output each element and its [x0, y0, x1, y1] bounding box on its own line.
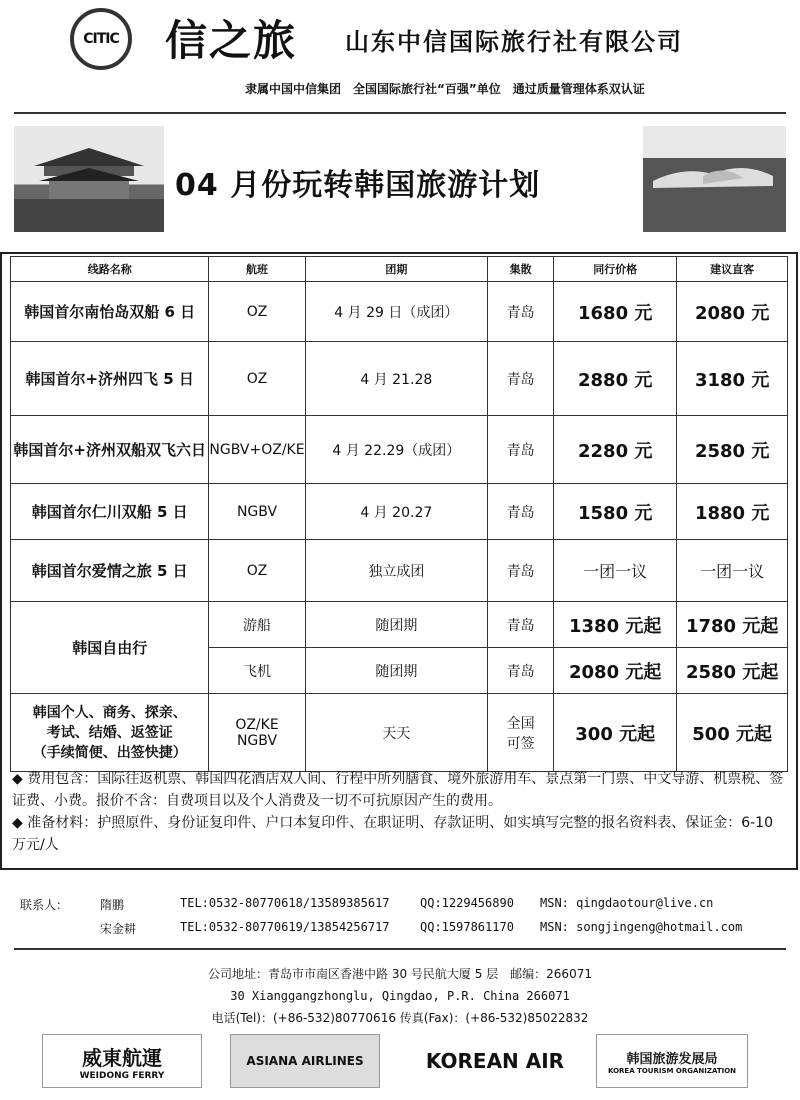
hub: 青岛 [488, 648, 554, 694]
palace-photo [14, 126, 164, 232]
korean-air-logo: KOREAN AIR [425, 1049, 565, 1073]
flight: OZ [209, 342, 305, 416]
retail-price: 3180 元 [677, 342, 788, 416]
route-name: 韩国首尔南怡岛双船 6 日 [11, 282, 209, 342]
asiana-logo: ASIANA AIRLINES [230, 1034, 380, 1088]
dates: 随团期 [305, 648, 488, 694]
flight [209, 694, 305, 772]
retail-price: 2080 元 [677, 282, 788, 342]
table-header-row [11, 257, 788, 282]
hub: 青岛 [488, 282, 554, 342]
hub: 青岛 [488, 602, 554, 648]
fee-notes [12, 768, 790, 856]
table-row [11, 342, 788, 416]
visa-line: （手续简便、出签快捷） [32, 744, 187, 761]
korea-tourism-logo [596, 1034, 748, 1088]
peer-price: 2080 元起 [554, 648, 677, 694]
route-name [11, 694, 209, 772]
contact-tel: TEL:0532-80770618/13589385617 [180, 896, 390, 910]
retail-price: 500 元起 [677, 694, 788, 772]
table-row [11, 416, 788, 484]
contact-row [20, 896, 790, 920]
hub-line: 可签 [506, 735, 535, 752]
hub-line: 全国 [506, 715, 535, 732]
route-name: 韩国首尔仁川双船 5 日 [11, 484, 209, 540]
retail-price: 2580 元起 [677, 648, 788, 694]
table-row [11, 602, 788, 648]
route-name: 韩国首尔爱情之旅 5 日 [11, 540, 209, 602]
brand-calligraphy: 信之旅 [165, 16, 298, 65]
partner-name: 威東航運 [82, 1045, 162, 1070]
flight-line: NGBV [236, 732, 278, 749]
island-photo [643, 126, 786, 232]
table-row [11, 282, 788, 342]
table-row [11, 540, 788, 602]
table-row [11, 694, 788, 772]
header-divider [14, 112, 786, 114]
route-name: 韩国自由行 [11, 602, 209, 694]
contact-name: 宋金耕 [100, 922, 137, 936]
hub: 青岛 [488, 540, 554, 602]
retail-price: 一团一议 [677, 540, 788, 602]
peer-price: 2280 元 [554, 416, 677, 484]
flight: NGBV [209, 484, 305, 540]
note-includes: ◆ 费用包含：国际往返机票、韩国四花酒店双人间、行程中所列膳食、境外旅游用车、景点第一门票、中文导游、机票税、签证费、小费。报价不含：自费项目以及个人消费及一切不可抗原因产生的费用。 [12, 771, 784, 809]
partner-sub: KOREA TOURISM ORGANIZATION [607, 1066, 737, 1075]
contact-msn[interactable]: MSN: songjingeng@hotmail.com [540, 920, 743, 934]
dates: 4 月 21.28 [305, 342, 488, 416]
peer-price: 一团一议 [554, 540, 677, 602]
transport: 游船 [209, 602, 305, 648]
company-name: 山东中信国际旅行社有限公司 [345, 27, 683, 56]
contact-row [20, 920, 790, 944]
banner-title: 04 月份玩转韩国旅游计划 [175, 168, 541, 203]
hub [488, 694, 554, 772]
flight: OZ [209, 282, 305, 342]
route-name: 韩国首尔+济州四飞 5 日 [11, 342, 209, 416]
col-route: 线路名称 [11, 257, 209, 282]
address-cn: 公司地址：青岛市市南区香港中路 30 号民航大厦 5 层 邮编：266071 [208, 967, 592, 981]
peer-price: 1680 元 [554, 282, 677, 342]
contact-qq: QQ:1229456890 [420, 896, 514, 910]
partner-name: 韩国旅游发展局 [626, 1051, 718, 1067]
col-dates: 团期 [305, 257, 488, 282]
dates: 随团期 [305, 602, 488, 648]
contact-label: 联系人： [20, 898, 69, 912]
citic-logo: CITIC [70, 8, 132, 70]
col-peer-price: 同行价格 [554, 257, 677, 282]
peer-price: 1580 元 [554, 484, 677, 540]
visa-line: 韩国个人、商务、探亲、 [32, 704, 187, 721]
company-tagline: 隶属中国中信集团 全国国际旅行社“百强”单位 通过质量管理体系双认证 [245, 82, 645, 96]
contact-qq: QQ:1597861170 [420, 920, 514, 934]
col-hub: 集散 [488, 257, 554, 282]
partner-sub: WEIDONG FERRY [79, 1070, 165, 1081]
tour-plan-table [10, 256, 788, 772]
contacts [20, 896, 790, 944]
retail-price: 1780 元起 [677, 602, 788, 648]
dates: 4 月 22.29（成团） [305, 416, 488, 484]
address-phone: 电话(Tel)：(+86-532)80770616 传真(Fax)：(+86-532)85022832 [211, 1011, 589, 1025]
flight: OZ [209, 540, 305, 602]
visa-line: 考试、结婚、返签证 [46, 724, 173, 741]
weidong-ferry-logo [42, 1034, 202, 1088]
hub: 青岛 [488, 416, 554, 484]
peer-price: 2880 元 [554, 342, 677, 416]
col-retail-price: 建议直客 [677, 257, 788, 282]
contact-name: 隋鹏 [100, 898, 125, 912]
transport: 飞机 [209, 648, 305, 694]
route-name: 韩国首尔+济州双船双飞六日 [11, 416, 209, 484]
retail-price: 1880 元 [677, 484, 788, 540]
dates: 天天 [305, 694, 488, 772]
note-materials: ◆ 准备材料：护照原件、身份证复印件、户口本复印件、在职证明、存款证明、如实填写完整的报名资料表、保证金：6-10 万元/人 [12, 815, 773, 853]
col-flight: 航班 [209, 257, 305, 282]
address-en: 30 Xianggangzhonglu, Qingdao, P.R. China 266071 [230, 989, 570, 1003]
contacts-divider [14, 948, 786, 950]
hub: 青岛 [488, 484, 554, 540]
flight-line: OZ/KE [235, 716, 279, 733]
flight: NGBV+OZ/KE [209, 416, 305, 484]
retail-price: 2580 元 [677, 416, 788, 484]
company-address [0, 963, 800, 1029]
dates: 4 月 20.27 [305, 484, 488, 540]
peer-price: 1380 元起 [554, 602, 677, 648]
contact-tel: TEL:0532-80770619/13854256717 [180, 920, 390, 934]
dates: 独立成团 [305, 540, 488, 602]
dates: 4 月 29 日（成团） [305, 282, 488, 342]
peer-price: 300 元起 [554, 694, 677, 772]
contact-msn[interactable]: MSN: qingdaotour@live.cn [540, 896, 714, 910]
table-row [11, 484, 788, 540]
hub: 青岛 [488, 342, 554, 416]
